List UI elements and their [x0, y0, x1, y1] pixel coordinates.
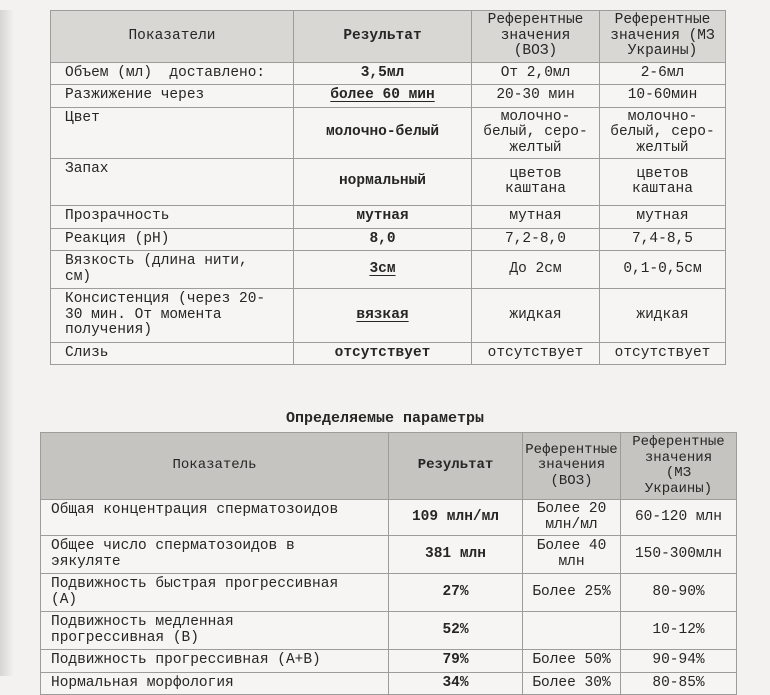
- column-header-indicator: Показатели: [51, 11, 294, 63]
- ref-ukraine-cell: 2-6мл: [600, 62, 726, 85]
- indicator-cell: Общее число сперматозоидов в эякуляте: [41, 536, 389, 574]
- ref-ukraine-cell: 90-94%: [621, 650, 737, 673]
- table-row: [51, 251, 726, 289]
- indicator-cell: Подвижность быстрая прогрессивная (А): [41, 574, 389, 612]
- result-cell: вязкая: [294, 289, 472, 343]
- indicator-cell: Консистенция (через 20-30 мин. От момента получения): [51, 289, 294, 343]
- indicator-cell: Объем (мл) доставлено:: [51, 62, 294, 85]
- column-header-indicator: Показатель: [41, 433, 389, 500]
- indicator-cell: Цвет: [51, 107, 294, 159]
- ref-who-cell: [523, 612, 621, 650]
- table-row: [51, 107, 726, 159]
- result-cell: мутная: [294, 206, 472, 229]
- ref-who-cell: До 2см: [472, 251, 600, 289]
- table-row: [41, 536, 737, 574]
- table2-header-row: [41, 433, 737, 500]
- column-header-ref-ukraine: Референтные значения (МЗ Украины): [600, 11, 726, 63]
- indicator-cell: Слизь: [51, 342, 294, 365]
- ref-ukraine-cell: 80-90%: [621, 574, 737, 612]
- table-row: [51, 289, 726, 343]
- ref-ukraine-cell: 150-300млн: [621, 536, 737, 574]
- table-row: [51, 85, 726, 108]
- measured-parameters-table: [40, 432, 737, 695]
- ref-who-cell: Более 25%: [523, 574, 621, 612]
- result-cell: 34%: [389, 672, 523, 695]
- ref-ukraine-cell: молочно-белый, серо-желтый: [600, 107, 726, 159]
- result-cell: 109 млн/мл: [389, 500, 523, 536]
- indicator-cell: Нормальная морфология: [41, 672, 389, 695]
- table-row: [41, 500, 737, 536]
- table-row: [41, 612, 737, 650]
- ref-ukraine-cell: 0,1-0,5см: [600, 251, 726, 289]
- ref-ukraine-cell: 10-60мин: [600, 85, 726, 108]
- table-row: [51, 62, 726, 85]
- table-row: [41, 650, 737, 673]
- table-row: [51, 228, 726, 251]
- ref-ukraine-cell: жидкая: [600, 289, 726, 343]
- ref-who-cell: От 2,0мл: [472, 62, 600, 85]
- ref-ukraine-cell: 80-85%: [621, 672, 737, 695]
- column-header-result: Результат: [389, 433, 523, 500]
- indicator-cell: Реакция (pH): [51, 228, 294, 251]
- result-cell: 3см: [294, 251, 472, 289]
- ref-who-cell: 20-30 мин: [472, 85, 600, 108]
- indicator-cell: Общая концентрация сперматозоидов: [41, 500, 389, 536]
- ref-ukraine-cell: 60-120 млн: [621, 500, 737, 536]
- macroscopic-results-table: [50, 10, 726, 365]
- column-header-ref-who: Референтные значения (ВОЗ): [523, 433, 621, 500]
- ref-ukraine-cell: мутная: [600, 206, 726, 229]
- indicator-cell: Запах: [51, 159, 294, 206]
- table1-header-row: [51, 11, 726, 63]
- ref-who-cell: Более 30%: [523, 672, 621, 695]
- result-cell: 79%: [389, 650, 523, 673]
- indicator-cell: Вязкость (длина нити, см): [51, 251, 294, 289]
- scanned-lab-report-page: [0, 10, 770, 691]
- table-row: [41, 574, 737, 612]
- column-header-ref-ukraine: Референтные значения (МЗ Украины): [621, 433, 737, 500]
- indicator-cell: Разжижение через: [51, 85, 294, 108]
- ref-who-cell: Более 20 млн/мл: [523, 500, 621, 536]
- table-row: [51, 206, 726, 229]
- indicator-cell: Подвижность прогрессивная (А+В): [41, 650, 389, 673]
- result-cell: молочно-белый: [294, 107, 472, 159]
- ref-who-cell: мутная: [472, 206, 600, 229]
- ref-ukraine-cell: цветов каштана: [600, 159, 726, 206]
- indicator-cell: Прозрачность: [51, 206, 294, 229]
- ref-who-cell: молочно-белый, серо-желтый: [472, 107, 600, 159]
- column-header-ref-who: Референтные значения (ВОЗ): [472, 11, 600, 63]
- ref-who-cell: 7,2-8,0: [472, 228, 600, 251]
- result-cell: 8,0: [294, 228, 472, 251]
- section-title: Определяемые параметры: [285, 410, 485, 427]
- table-row: [51, 159, 726, 206]
- ref-ukraine-cell: отсутствует: [600, 342, 726, 365]
- ref-ukraine-cell: 10-12%: [621, 612, 737, 650]
- result-cell: 3,5мл: [294, 62, 472, 85]
- ref-who-cell: цветов каштана: [472, 159, 600, 206]
- ref-who-cell: отсутствует: [472, 342, 600, 365]
- table-row: [51, 342, 726, 365]
- table-row: [41, 672, 737, 695]
- ref-who-cell: Более 40 млн: [523, 536, 621, 574]
- ref-who-cell: жидкая: [472, 289, 600, 343]
- result-cell: отсутствует: [294, 342, 472, 365]
- ref-ukraine-cell: 7,4-8,5: [600, 228, 726, 251]
- result-cell: нормальный: [294, 159, 472, 206]
- indicator-cell: Подвижность медленная прогрессивная (В): [41, 612, 389, 650]
- ref-who-cell: Более 50%: [523, 650, 621, 673]
- result-cell: 52%: [389, 612, 523, 650]
- result-cell: 381 млн: [389, 536, 523, 574]
- result-cell: 27%: [389, 574, 523, 612]
- column-header-result: Результат: [294, 11, 472, 63]
- result-cell: более 60 мин: [294, 85, 472, 108]
